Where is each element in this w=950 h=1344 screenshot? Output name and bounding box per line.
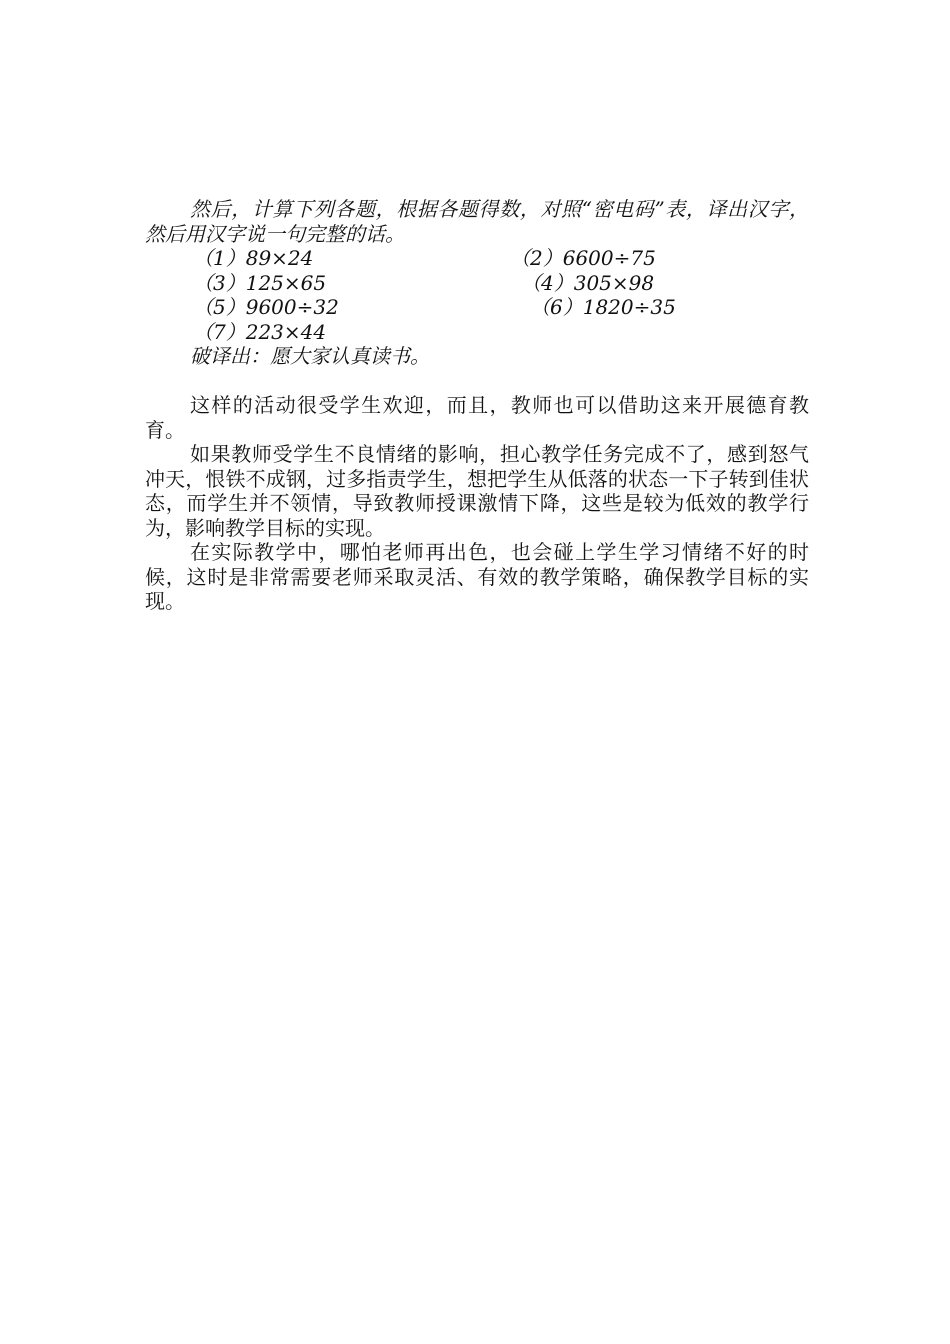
body-paragraph: 在实际教学中，哪怕老师再出色，也会碰上学生学习情绪不好的时候，这时是非常需要老师采取灵活、有效的教学策略，确保教学目标的实现。 bbox=[145, 540, 809, 613]
problem-row bbox=[145, 295, 809, 320]
decoded-answer: 破译出：愿大家认真读书。 bbox=[190, 344, 430, 368]
problem-item: （6）1820÷35 bbox=[530, 295, 676, 319]
problem-item: （4）305×98 bbox=[521, 270, 655, 295]
document-body bbox=[145, 197, 809, 614]
problem-row bbox=[145, 246, 809, 271]
blank-line bbox=[145, 369, 809, 394]
problem-item: （5）9600÷32 bbox=[193, 295, 339, 319]
problem-list bbox=[145, 246, 809, 344]
body-paragraph: 这样的活动很受学生欢迎，而且，教师也可以借助这来开展德育教育。 bbox=[145, 393, 809, 442]
problem-item: （3）125×65 bbox=[193, 270, 327, 295]
problem-item: （2）6600÷75 bbox=[510, 246, 656, 270]
problem-item: （1）89×24 bbox=[193, 246, 314, 270]
body-paragraph: 如果教师受学生不良情绪的影响，担心教学任务完成不了，感到怒气冲天，恨铁不成钢，过多指责学生，想把学生从低落的状态一下子转到佳状态，而学生并不领情，导致教师授课激情下降，这些是较为低效的教学行为，影响教学目标的实现。 bbox=[145, 442, 809, 540]
problem-row bbox=[145, 320, 809, 345]
intro-paragraph: 然后，计算下列各题，根据各题得数，对照“密电码”表，译出汉字，然后用汉字说一句完整的话。 bbox=[145, 197, 809, 246]
problem-item: （7）223×44 bbox=[193, 319, 327, 344]
problem-row bbox=[145, 271, 809, 296]
